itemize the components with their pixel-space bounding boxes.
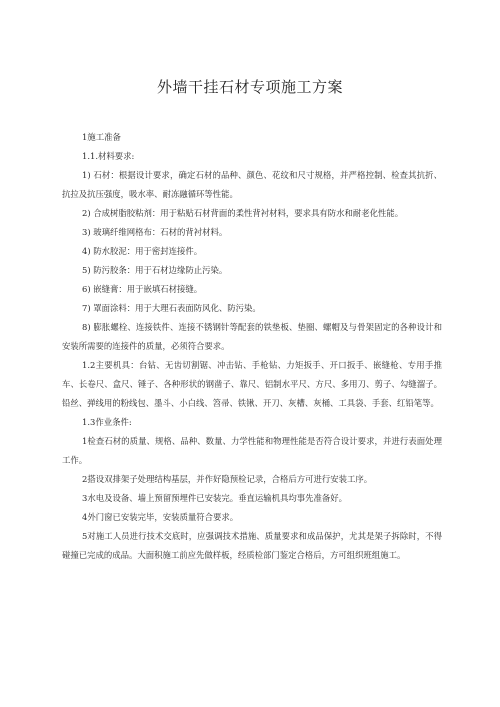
document-body — [62, 128, 442, 565]
condition-item: 5对施工人员进行技术交底时，应强调技术措施、质量要求和成品保护，尤其是架子拆除时，不得碰撞已完成的成品。大面积施工前应先做样板，经质检部门鉴定合格后，方可组织班组施工。 — [62, 531, 442, 560]
condition-item: 4外门窗已安装完毕，安装质量符合要求。 — [82, 512, 239, 522]
material-item: 5) 防污胶条：用于石材边缘防止污染。 — [82, 265, 228, 275]
condition-item: 1检查石材的质量、规格、品种、数量、力学性能和物理性能是否符合设计要求，并进行表面处理工作。 — [62, 436, 442, 465]
material-item: 2) 合成树脂胶粘剂：用于粘贴石材背面的柔性背衬材料，要求具有防水和耐老化性能。 — [82, 208, 404, 218]
section-heading: 1施工准备 — [82, 132, 121, 142]
material-item: 8) 膨胀螺栓、连接铁件、连接不锈钢针等配套的铁垫板、垫圈、螺帽及与骨架固定的各种设计和安装所需要的连接件的质量，必须符合要求。 — [62, 322, 442, 351]
subsection-heading: 1.1.材料要求: — [82, 151, 135, 161]
material-item: 3) 玻璃纤维网格布：石材的背衬材料。 — [82, 227, 228, 237]
document-title: 外墙干挂石材专项施工方案 — [156, 78, 343, 96]
subsection-heading: 1.3作业条件: — [82, 417, 132, 427]
material-item: 1) 石材：根据设计要求，确定石材的品种、颜色、花纹和尺寸规格，并严格控制、检查其抗折、抗拉及抗压强度，吸水率、耐冻融循环等性能。 — [62, 170, 442, 199]
tools-paragraph: 1.2主要机具：台钻、无齿切割锯、冲击钻、手枪钻、力矩扳手、开口扳手、嵌缝枪、专用手推车、长卷尺、盒尺、锤子、各种形状的钢凿子、靠尺、铝制水平尺、方尺、多用刀、剪子、勾缝溜子。铅丝、弹线用的粉线包、墨斗、小白线、笤帚、铁锹、开刀、灰槽、灰桶、工具袋、手套、红铅笔等。 — [62, 360, 442, 408]
material-item: 4) 防水胶泥：用于密封连接件。 — [82, 246, 203, 256]
material-item: 6) 嵌缝膏：用于嵌填石材接缝。 — [82, 284, 203, 294]
material-item: 7) 罩面涂料：用于大理石表面防风化、防污染。 — [82, 303, 261, 313]
condition-item: 2搭设双排架子处理结构基层，并作好隐预检记录，合格后方可进行安装工序。 — [82, 474, 373, 484]
condition-item: 3水电及设备、墙上预留预埋件已安装完。垂直运输机具均事先准备好。 — [82, 493, 347, 503]
